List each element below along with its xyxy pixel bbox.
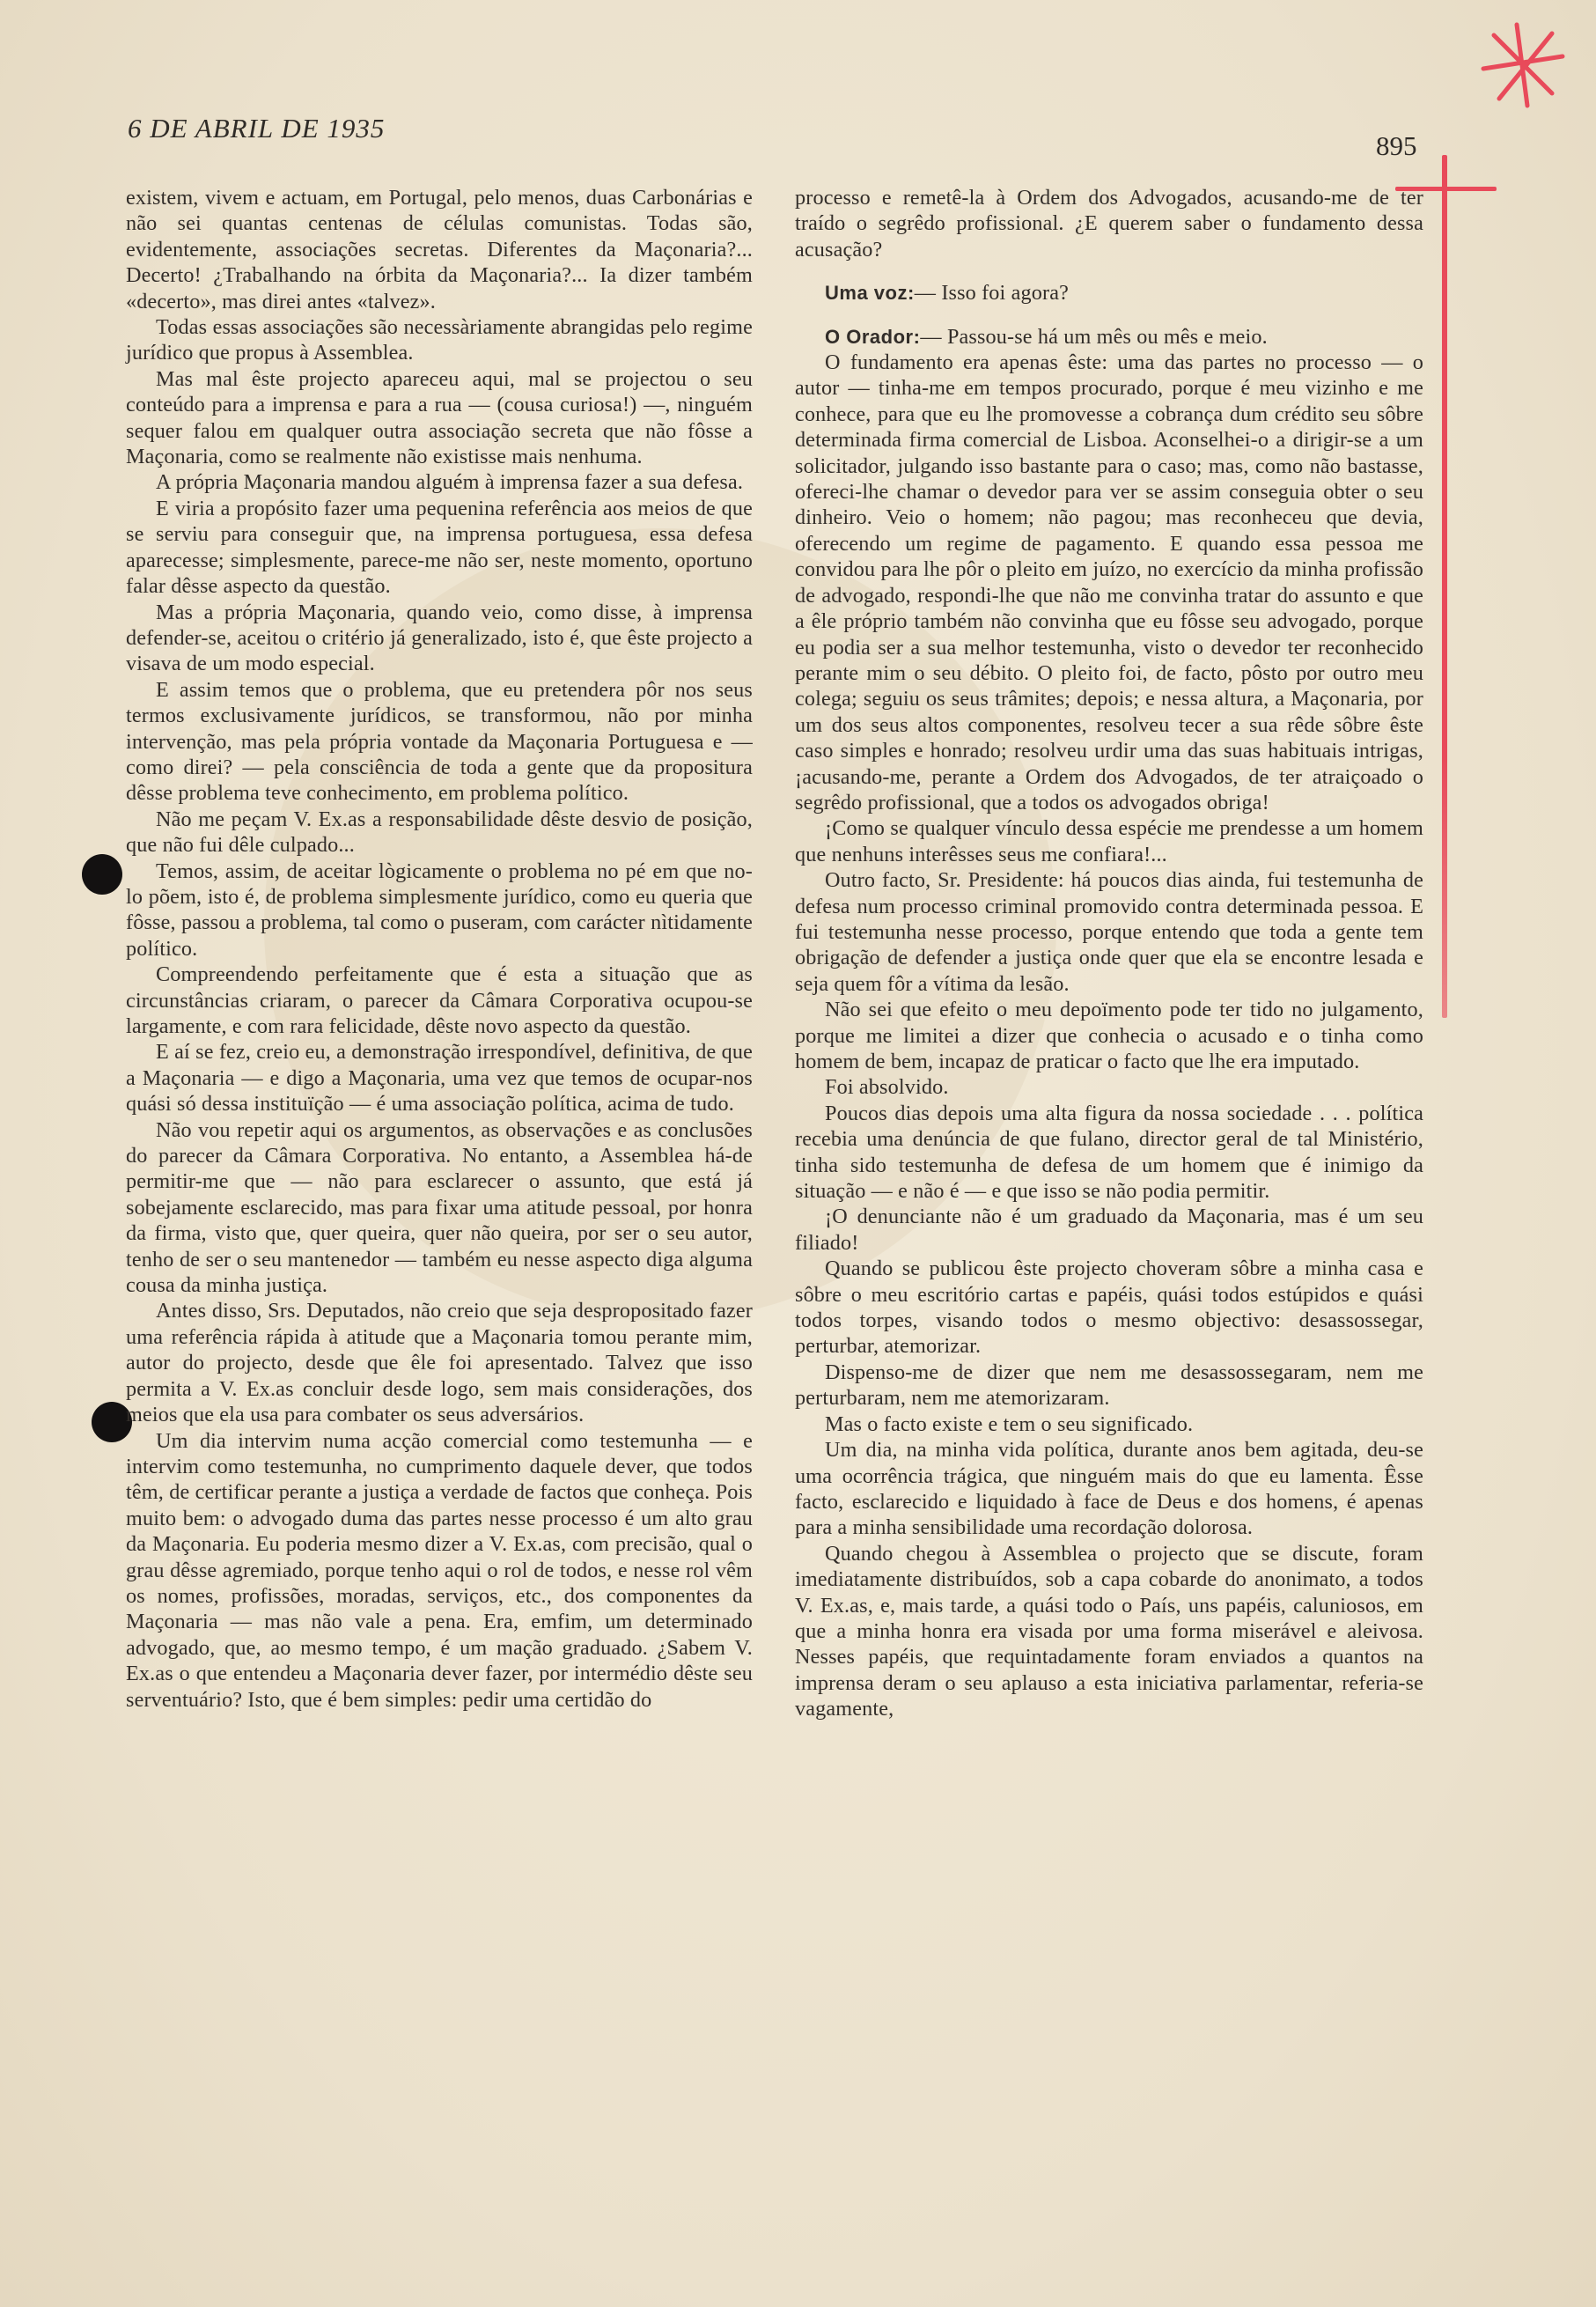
right-column — [795, 185, 1423, 1722]
left-column — [126, 185, 753, 1713]
page-number: 895 — [1376, 130, 1417, 161]
paragraph: ¡O denunciante não é um graduado da Maçonaria, mas é um seu filiado! — [795, 1205, 1423, 1255]
margin-pen-mark-vertical — [1442, 155, 1447, 1018]
paragraph: Quando chegou à Assemblea o projecto que se discute, foram imediatamente distribuídos, sob a capa cobarde do anonimato, a todos V. Ex.as, e, mais tarde, a quási todo o País, uns papéis, caluniosos, em que a minha honra era visada por uma forma miserável e aleivosa. Nesses papéis, que requintadamente foram enviados a quantos na imprensa deram o seu aplauso a esta iniciativa parlamentar, referia-se vagamente, — [795, 1541, 1423, 1721]
paragraph: Outro facto, Sr. Presidente: há poucos dias ainda, fui testemunha de defesa num processo criminal promovido contra determinada pessoa. E fui testemunha nesse processo, porque entendo que toda a gente tem obrigação de defender a justiça onde quer que ela se encontre lesada e seja quem fôr a vítima da lesão. — [795, 868, 1423, 996]
paragraph: ¡Como se qualquer vínculo dessa espécie me prendesse a um homem que nenhuns interêsses seus me confiara!... — [795, 816, 1423, 866]
page-date: 6 DE ABRIL DE 1935 — [128, 113, 386, 144]
speaker-paragraph — [795, 324, 1423, 350]
paragraph: Um dia intervim numa acção comercial como testemunha — e intervim como testemunha, no cumprimento daquele dever, que todos têm, de certificar perante a justiça a verdade de factos que conheça. Pois muito bem: o advogado duma das partes nesse processo é um alto grau da Maçonaria. Eu poderia mesmo dizer a V. Ex.as, com precisão, qual o grau dêsse agremiado, porque tenho aqui o rol de todos, e nesse rol vêm os nomes, profissões, moradas, serviços, etc., dos componentes da Maçonaria — mas não vale a pena. Era, emfim, um determinado advogado, que, ao mesmo tempo, é um mação graduado. ¿Sabem V. Ex.as o que entendeu a Maçonaria dever fazer, por intermédio dêste seu serventuário? Isto, que é bem simples: pedir uma certidão do — [126, 1428, 753, 1712]
paragraph: E assim temos que o problema, que eu pretendera pôr nos seus termos exclusivamente jurídicos, se transformou, não por minha intervenção, mas pela própria vontade da Maçonaria Portuguesa e — como direi? — pela consciência de toda a gente que da propositura dêsse problema teve conhecimento, em problema político. — [126, 677, 753, 806]
paragraph: Quando se publicou êste projecto choveram sôbre a minha casa e sôbre o meu escritório cartas e papéis, quási todos estúpidos e quási todos torpes, visando todos o mesmo objectivo: desassossegar, perturbar, atemorizar. — [795, 1257, 1423, 1359]
paragraph: processo e remetê-la à Ordem dos Advogados, acusando-me de ter traído o segrêdo profissional. ¿E querem saber o fundamento dessa acusação? — [795, 186, 1423, 262]
paragraph: Poucos dias depois uma alta figura da nossa sociedade . . . política recebia uma denúncia de que fulano, director geral de tal Ministério, tinha sido testemunha de defesa de um homem que é inimigo da situação — e não é — e que isso se não podia permitir. — [795, 1101, 1423, 1204]
paragraph: Mas o facto existe e tem o seu significado. — [825, 1411, 1194, 1436]
paragraph: A própria Maçonaria mandou alguém à imprensa fazer a sua defesa. — [156, 470, 744, 495]
speaker-label: O Orador: — [825, 325, 921, 348]
paragraph: Antes disso, Srs. Deputados, não creio que seja despropositado fazer uma referência rápida à atitude que a Maçonaria tomou perante mim, autor do projecto, desde que êle foi apresentado. Talvez que isso permita a V. Ex.as concluir desde logo, sem mais considerações, dos meios que ela usa para combater os seus adversários. — [126, 1299, 753, 1427]
paragraph: Foi absolvido. — [825, 1075, 949, 1100]
interjection — [795, 280, 1423, 306]
paragraph: O fundamento era apenas êste: uma das partes no processo — o autor — tinha-me em tempos procurado, porque é meu vizinho e me conhece, para que eu lhe promovesse a cobrança dum crédito seu sôbre determinada firma comercial de Lisboa. Aconselhei-o a dirigir-se a um solicitador, julgando isso bastante para o caso; mas, como não bastasse, ofereci-lhe chamar o devedor para ver se assim conseguia obter o seu dinheiro. Veio o homem; não pagou; mas reconheceu que devia, oferecendo um regime de pagamento. E quando essa pessoa me convidou para lhe pôr o pleito em juízo, no exercício da minha profissão de advogado, respondi-lhe que não me convinha tratar do assunto e que a êle próprio também não convinha que eu fôsse seu advogado, porque eu podia ser a sua melhor testemunha, visto o devedor ter reconhecido perante mim o seu débito. O pleito foi, de facto, pôsto por outro meu colega; seguiu os seus trâmites; depois; e nessa altura, a Maçonaria, por um dos seus altos componentes, resolveu tecer a sua rêde sôbre êste caso simples e honrado; resolveu urdir uma das suas habituais intrigas, ¡acusando-me, perante a Ordem dos Advogados, de ter atraiçoado o segrêdo profissional, que a todos os advogados obriga! — [795, 350, 1423, 814]
paragraph: Não me peçam V. Ex.as a responsabilidade dêste desvio de posição, que não fui dêle culpado... — [126, 807, 753, 858]
paragraph: Um dia, na minha vida política, durante anos bem agitada, deu-se uma ocorrência trágica, que ninguém mais do que eu lamenta. Êsse facto, esclarecido e liquidado à face de Deus e dos homens, é apenas para a minha sensibilidade uma recordação dolorosa. — [795, 1438, 1423, 1540]
paragraph: Não sei que efeito o meu depoïmento pode ter tido no julgamento, porque me limitei a dizer que conhecia o acusado e o tinha como homem de bem, incapaz de praticar o facto que lhe era imputado. — [795, 998, 1423, 1073]
paragraph: Temos, assim, de aceitar lògicamente o problema no pé em que no-lo põem, isto é, de problema simplesmente jurídico, como eu queria que fôsse, passou a problema, tal como o puseram, com carácter nìtidamente político. — [126, 859, 753, 961]
speaker-text: — Passou-se há um mês ou mês e meio. — [920, 324, 1268, 349]
paragraph: Compreendendo perfeitamente que é esta a situação que as circunstâncias criaram, o parecer da Câmara Corporativa ocupou-se largamente, e com rara felicidade, dêste novo aspecto da questão. — [126, 962, 753, 1038]
paragraph: Mas mal êste projecto apareceu aqui, mal se projectou o seu conteúdo para a imprensa e para a rua — (cousa curiosa!) —, ninguém sequer falou em qualquer outra associação secreta que não fôsse a Maçonaria, como se realmente não existisse mais nenhuma. — [126, 366, 753, 469]
paragraph: existem, vivem e actuam, em Portugal, pelo menos, duas Carbonárias e não sei quantas centenas de células comunistas. Todas são, evidentemente, associações secretas. Diferentes da Maçonaria?... Decerto! ¿Trabalhando na órbita da Maçonaria?... Ia dizer também «decerto», mas direi antes «talvez». — [126, 186, 753, 313]
paragraph: Não vou repetir aqui os argumentos, as observações e as conclusões do parecer da Câmara Corporativa. No entanto, a Assemblea há-de permitir-me que — não para esclarecer o assunto, que está já sobejamente esclarecido, mas para fixar uma atitude pessoal, por honra da firma, visto que, quer queira, quer não queira, por ser o seu autor, tenho de ser o seu mantenedor — também eu nesse aspecto diga alguma cousa da minha justiça. — [126, 1117, 753, 1298]
speaker-label: Uma voz: — [825, 282, 915, 305]
paragraph: Todas essas associações são necessàriamente abrangidas pelo regime jurídico que propus à Assemblea. — [126, 315, 753, 365]
paragraph: Dispenso-me de dizer que nem me desassossegaram, nem me perturbaram, nem me atemorizaram. — [795, 1360, 1423, 1411]
asterisk-mark-icon — [1475, 18, 1571, 114]
paragraph: E viria a propósito fazer uma pequenina referência aos meios de que se serviu para conseguir que, na imprensa portuguesa, essa defesa aparecesse; simplesmente, parece-me não ser, neste momento, oportuno falar dêsse aspecto da questão. — [126, 496, 753, 599]
paragraph: Mas a própria Maçonaria, quando veio, como disse, à imprensa defender-se, aceitou o critério já generalizado, isto é, que êste projecto a visava de um modo especial. — [126, 600, 753, 676]
paragraph: E aí se fez, creio eu, a demonstração irrespondível, definitiva, de que a Maçonaria — e digo a Maçonaria, uma vez que temos de ocupar-nos quási só dessa instituïção — é uma associação política, acima de tudo. — [126, 1040, 753, 1117]
punch-hole-icon — [82, 854, 122, 895]
interjection-text: — Isso foi agora? — [914, 281, 1069, 306]
